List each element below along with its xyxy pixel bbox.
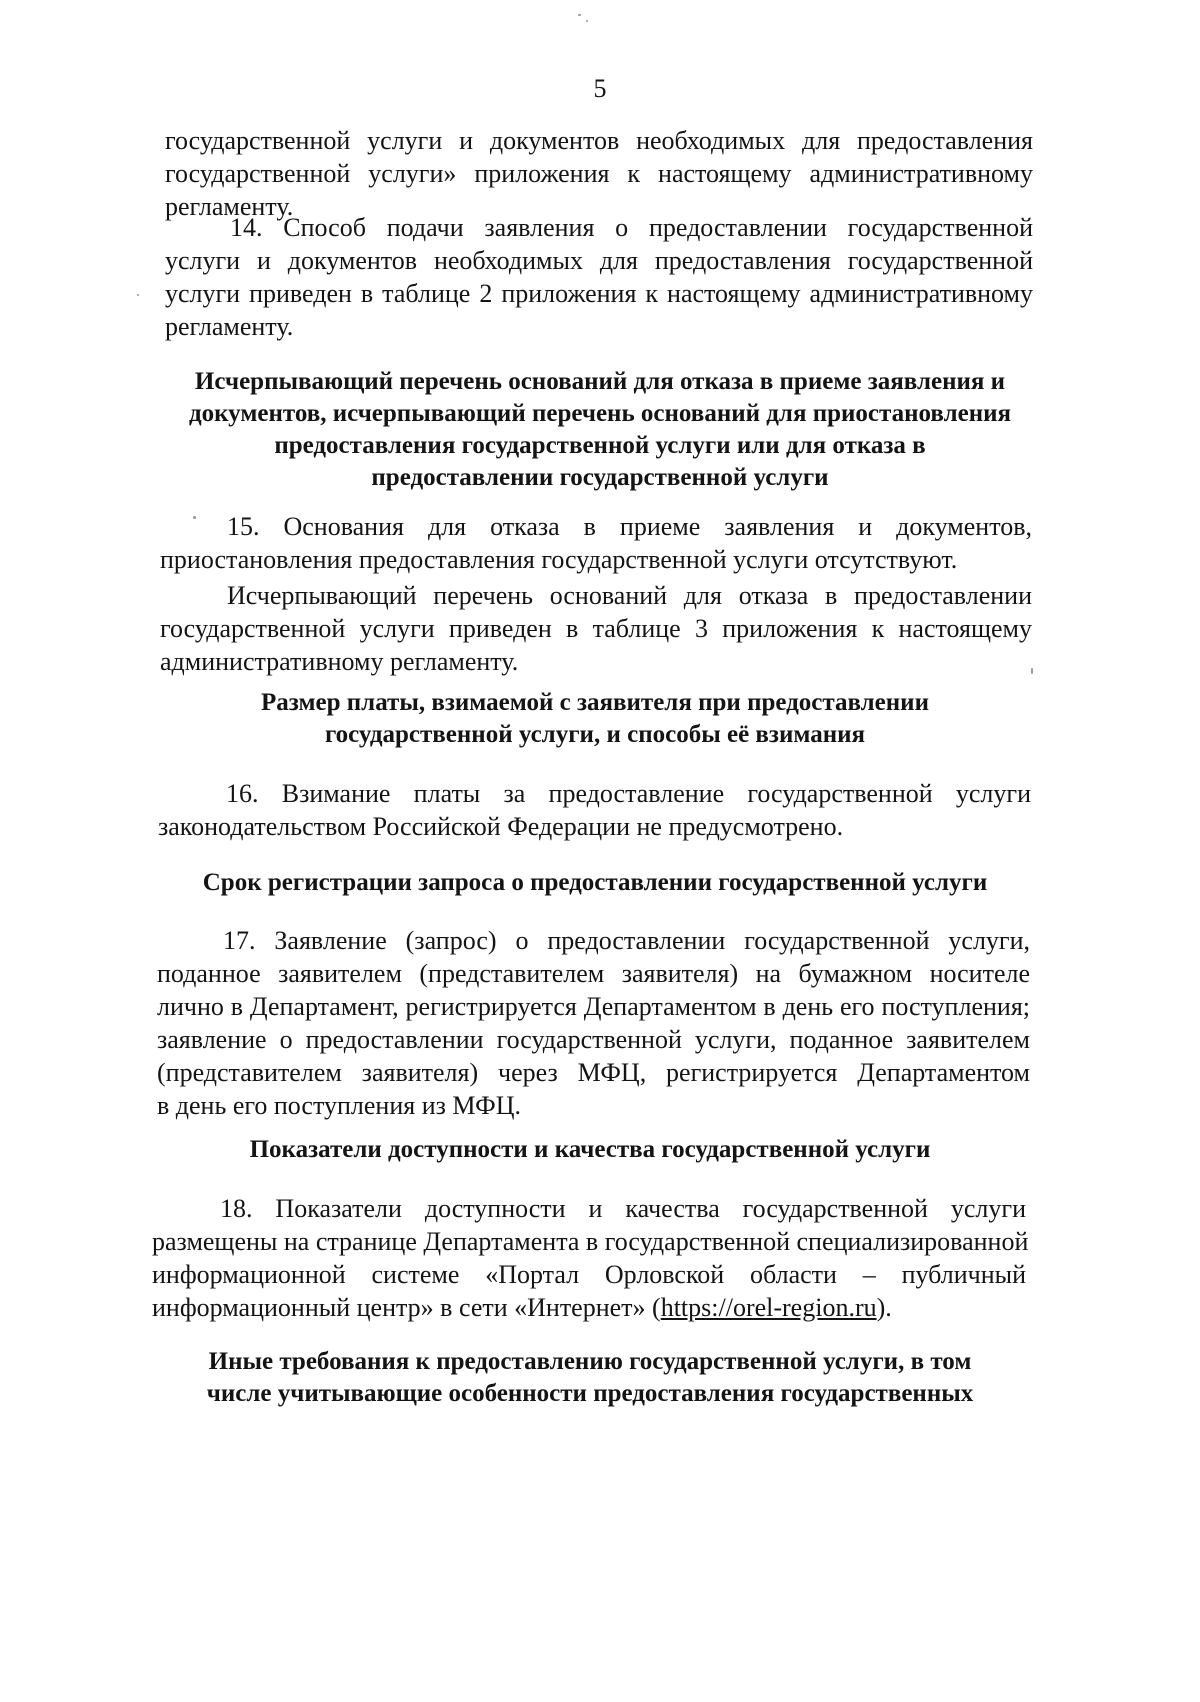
paragraph-refusal-grounds	[160, 579, 1032, 678]
heading-line: Размер платы, взимаемой с заявителя при предоставлении	[261, 689, 929, 716]
text-line: 14. Способ подачи заявления о предоставлении государственной	[230, 213, 1033, 242]
text-line: 16. Взимание платы за предоставление государственной услуги	[226, 779, 1031, 808]
text-line: регламенту.	[165, 312, 294, 341]
scan-speck	[578, 14, 581, 16]
text-line: размещены на странице Департамента в государственной специализированной	[152, 1227, 1029, 1256]
paragraph-item-18	[152, 1192, 1029, 1324]
heading-line: предоставления государственной услуги или для отказа в	[274, 432, 926, 459]
text-line: административному регламенту.	[160, 647, 519, 676]
scan-speck	[1031, 668, 1033, 674]
text-line: услуги приведен в таблице 2 приложения к настоящему административному	[165, 279, 1033, 308]
text-line: государственной услуги и документов необходимых для предоставления	[165, 126, 1033, 155]
text-line	[152, 1291, 1026, 1324]
heading-line: государственной услуги, и способы её взимания	[324, 721, 866, 748]
text-line: Исчерпывающий перечень оснований для отказа в предоставлении	[227, 581, 1032, 610]
heading-line: Срок регистрации запроса о предоставлении государственной услуги	[202, 869, 988, 896]
text-line: (представителем заявителя) через МФЦ, регистрируется Департаментом	[157, 1058, 1030, 1087]
text-line: государственной услуги приведен в таблице 3 приложения к настоящему	[160, 614, 1032, 643]
heading-line: Иные требования к предоставлению государственной услуги, в том	[208, 1348, 972, 1375]
paragraph-continuation	[165, 124, 1033, 223]
heading-line: предоставлении государственной услуги	[371, 464, 829, 491]
section-heading	[140, 1134, 1040, 1166]
text-line: законодательством Российской Федерации не предусмотрено.	[158, 812, 844, 841]
paragraph-item-14	[165, 211, 1033, 343]
paragraph-item-17	[157, 924, 1030, 1122]
scan-speck	[137, 294, 139, 296]
text-line: регламенту.	[165, 192, 294, 221]
text-line: 17. Заявление (запрос) о предоставлении государственной услуги,	[223, 926, 1030, 955]
page-number: 5	[593, 74, 607, 103]
text-line: государственной услуги» приложения к настоящему административному	[165, 159, 1033, 188]
text-line: 18. Показатели доступности и качества государственной услуги	[220, 1194, 1026, 1223]
text-line: приостановления предоставления государственной услуги отсутствуют.	[160, 545, 958, 574]
heading-line: документов, исчерпывающий перечень оснований для приостановления	[188, 400, 1012, 427]
section-heading	[145, 867, 1045, 899]
text-fragment: ).	[876, 1293, 892, 1322]
text-line: лично в Департамент, регистрируется Департаментом в день его поступления;	[157, 992, 1030, 1021]
text-line: информационной системе «Портал Орловской области – публичный	[152, 1260, 1026, 1289]
text-line: поданное заявителем (представителем заявителя) на бумажном носителе	[157, 959, 1030, 988]
heading-line: числе учитывающие особенности предоставления государственных	[206, 1380, 974, 1407]
section-heading	[150, 366, 1050, 494]
portal-link[interactable]: https://orel-region.ru	[660, 1293, 877, 1322]
scan-speck	[586, 20, 588, 22]
paragraph-item-16	[158, 777, 1031, 843]
scan-speck	[193, 516, 196, 519]
text-fragment: информационный центр» в сети «Интернет» (	[152, 1293, 661, 1322]
section-heading	[145, 687, 1045, 751]
text-line: заявление о предоставлении государственной услуги, поданное заявителем	[157, 1025, 1030, 1054]
heading-line: Исчерпывающий перечень оснований для отказа в приеме заявления и	[194, 368, 1006, 395]
paragraph-item-15	[160, 510, 1032, 576]
text-line: услуги и документов необходимых для предоставления государственной	[165, 246, 1033, 275]
text-line: в день его поступления из МФЦ.	[157, 1091, 521, 1120]
text-line: 15. Основания для отказа в приеме заявления и документов,	[227, 512, 1032, 541]
section-heading	[140, 1346, 1040, 1410]
heading-line: Показатели доступности и качества государственной услуги	[249, 1136, 931, 1163]
